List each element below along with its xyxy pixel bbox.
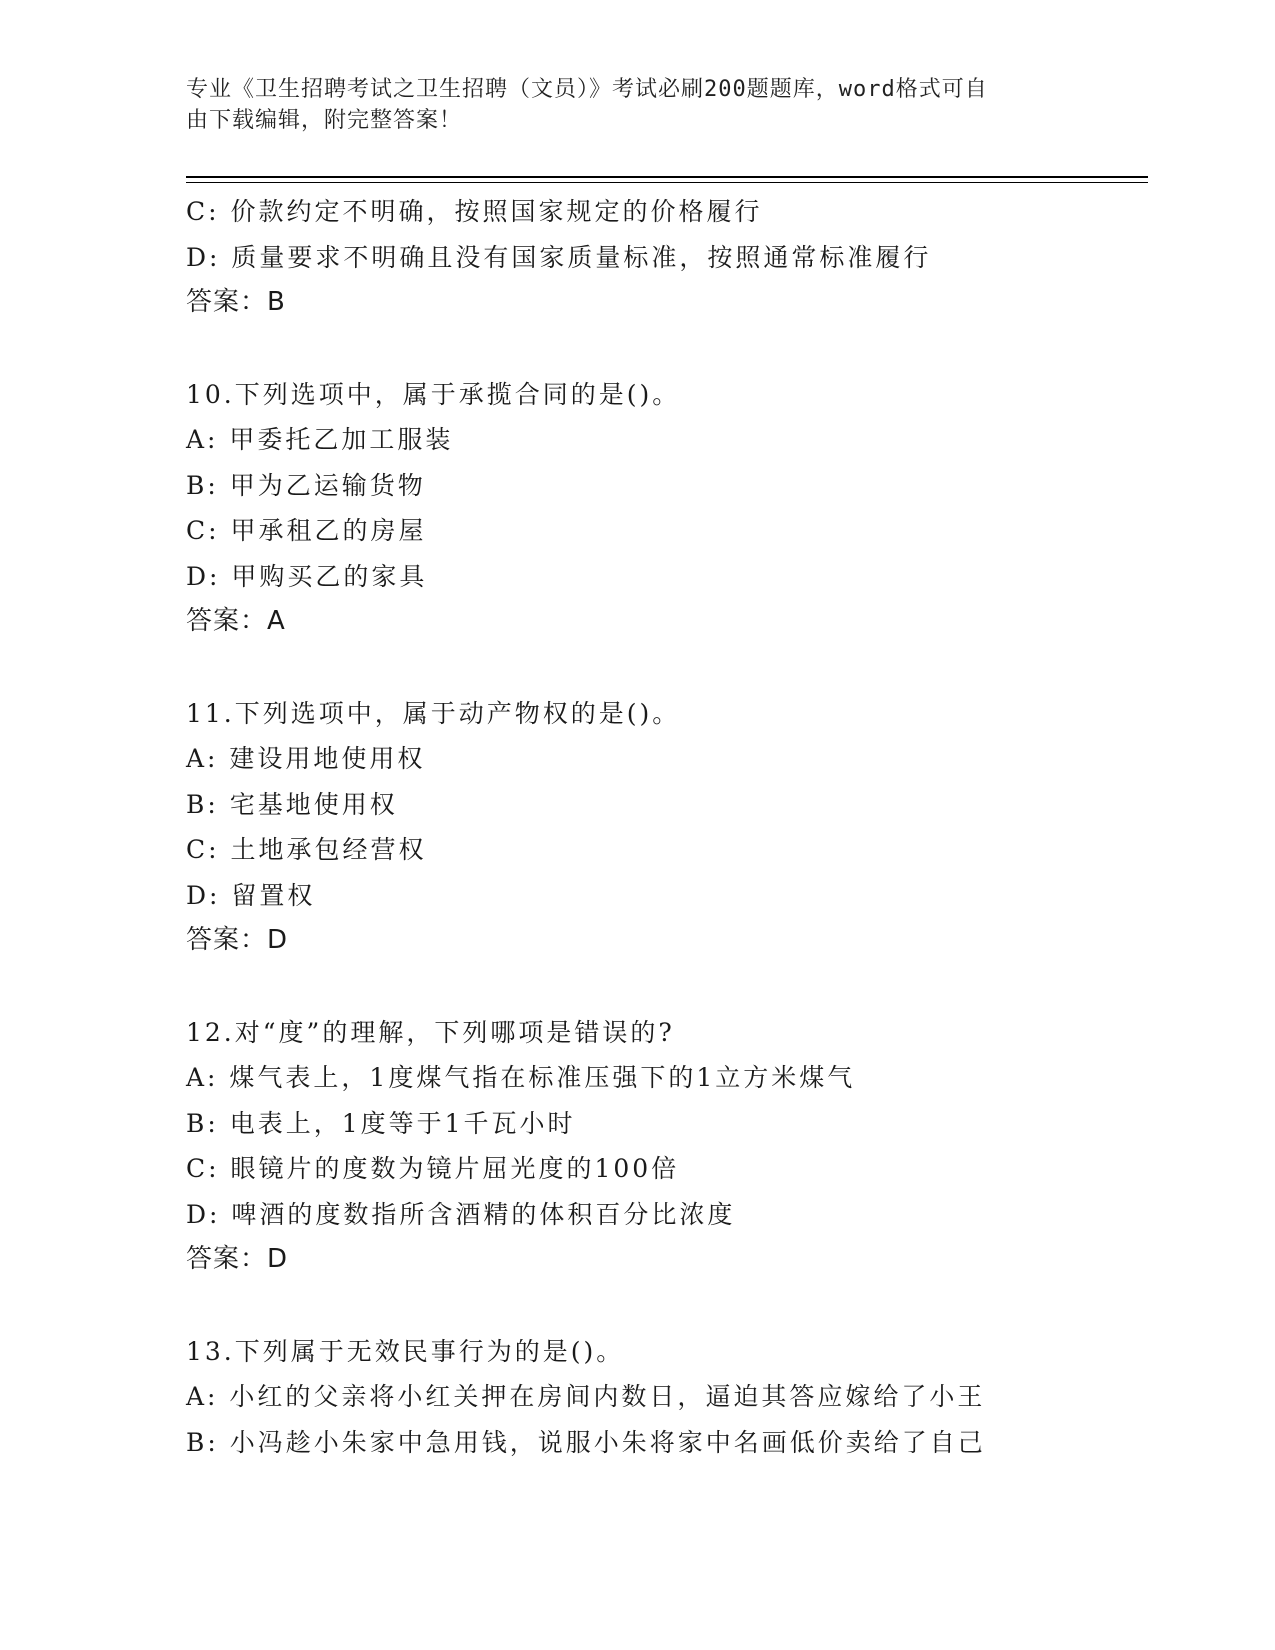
option-b: B: 甲为乙运输货物: [186, 470, 426, 500]
question-block: [186, 1010, 1148, 1283]
option-a: A: 小红的父亲将小红关押在房间内数日，逼迫其答应嫁给了小王: [186, 1382, 986, 1411]
option-d: D: 啤酒的度数指所含酒精的体积百分比浓度: [186, 1199, 736, 1229]
answer-line: 答案：A: [186, 606, 286, 636]
option-c: C: 土地承包经营权: [186, 835, 427, 864]
question-text: 13.下列属于无效民事行为的是()。: [186, 1336, 625, 1366]
question-list: [186, 189, 1148, 1465]
header-line-2: 由下载编辑，附完整答案！: [186, 108, 463, 133]
question-block: [186, 691, 1148, 964]
spacer: [186, 645, 1148, 691]
answer-line: 答案：B: [186, 287, 286, 317]
document-header: [186, 74, 1066, 136]
question-block: [186, 189, 1148, 326]
header-line-1: 专业《卫生招聘考试之卫生招聘（文员）》考试必刷200题题库，word格式可自: [186, 77, 988, 102]
question-block: [186, 372, 1148, 645]
answer-line: 答案：D: [186, 1244, 289, 1274]
question-block: [186, 1329, 1148, 1466]
answer-line: 答案：D: [186, 925, 289, 955]
question-text: 10.下列选项中，属于承揽合同的是()。: [186, 379, 681, 409]
option-a: A: 煤气表上，1度煤气指在标准压强下的1立方米煤气: [186, 1063, 856, 1092]
option-c: C: 价款约定不明确，按照国家规定的价格履行: [186, 197, 763, 226]
header-divider-thick: [186, 176, 1148, 178]
question-text: 11.下列选项中，属于动产物权的是()。: [186, 698, 681, 728]
option-b: B: 宅基地使用权: [186, 789, 398, 819]
spacer: [186, 964, 1148, 1010]
option-d: D: 留置权: [186, 880, 316, 910]
option-b: B: 小冯趁小朱家中急用钱，说服小朱将家中名画低价卖给了自己: [186, 1427, 986, 1457]
spacer: [186, 1283, 1148, 1329]
option-c: C: 眼镜片的度数为镜片屈光度的100倍: [186, 1154, 680, 1183]
question-text: 12.对“度”的理解，下列哪项是错误的?: [186, 1017, 675, 1047]
option-c: C: 甲承租乙的房屋: [186, 516, 427, 545]
spacer: [186, 326, 1148, 372]
header-divider-thin: [186, 182, 1148, 183]
option-a: A: 建设用地使用权: [186, 744, 426, 773]
option-d: D: 质量要求不明确且没有国家质量标准，按照通常标准履行: [186, 242, 932, 272]
option-b: B: 电表上，1度等于1千瓦小时: [186, 1108, 576, 1138]
option-a: A: 甲委托乙加工服装: [186, 425, 454, 454]
option-d: D: 甲购买乙的家具: [186, 561, 428, 591]
